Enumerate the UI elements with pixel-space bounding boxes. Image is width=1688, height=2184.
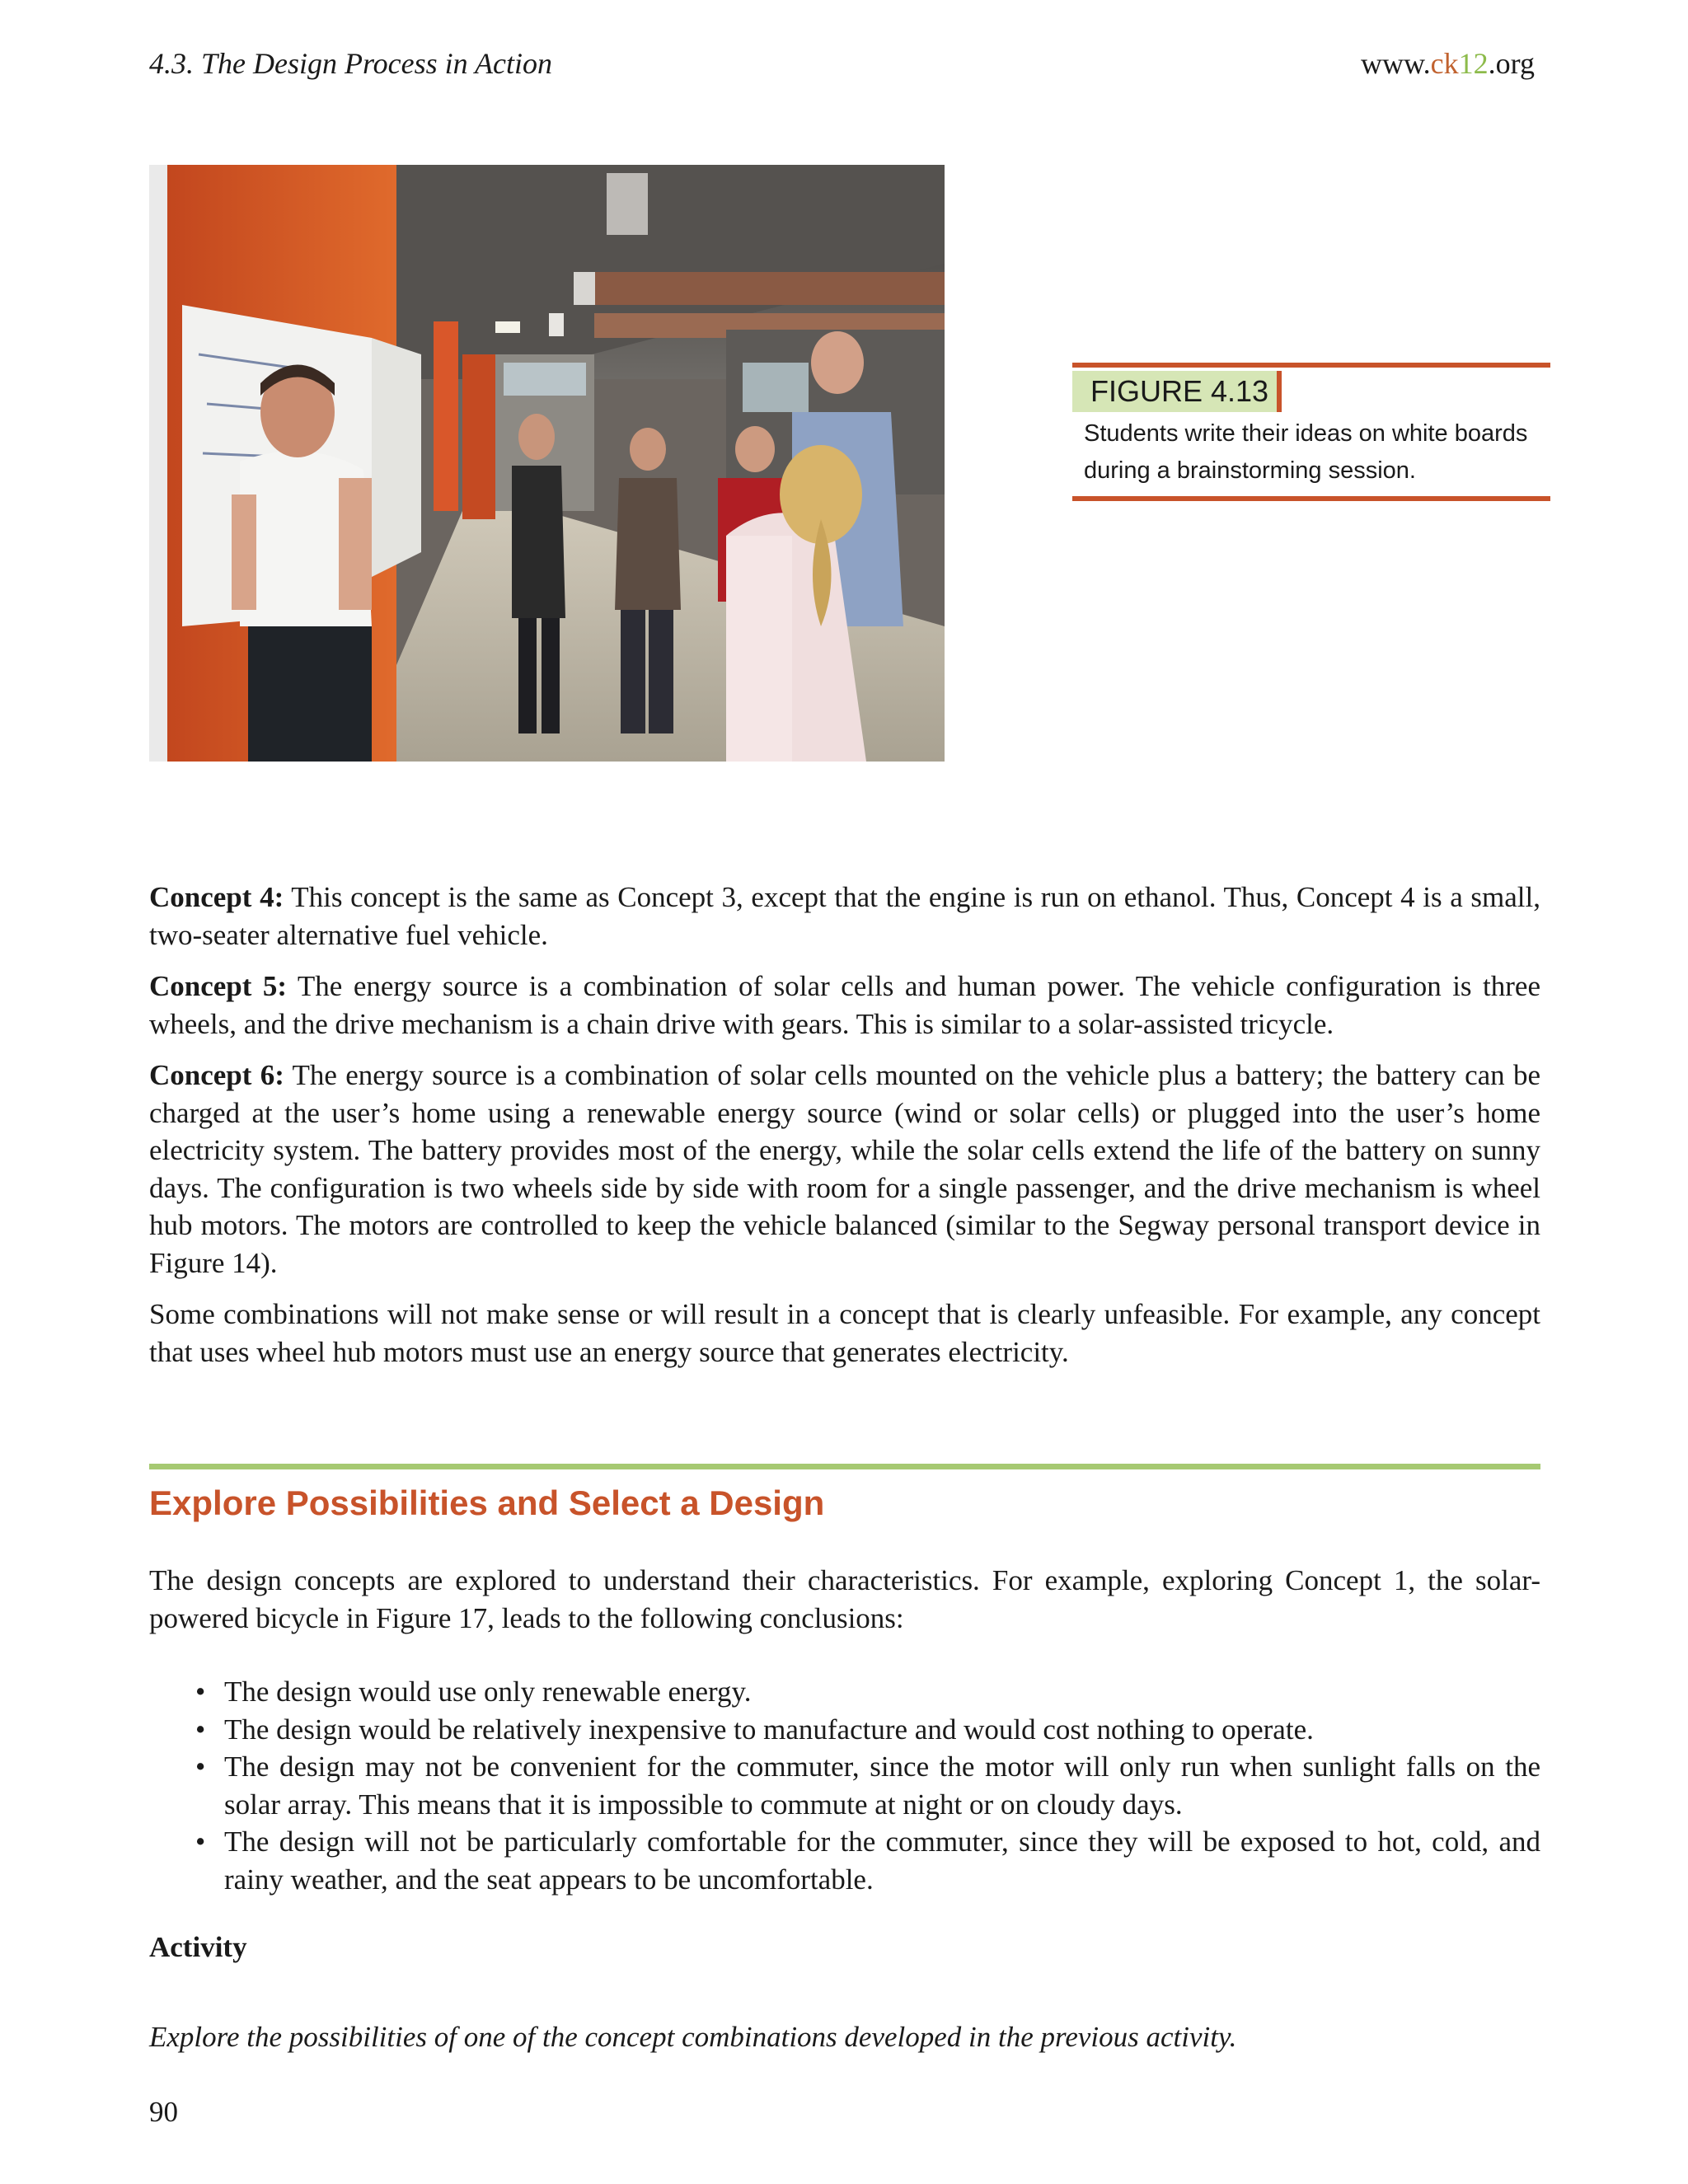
concept-6-label: Concept 6: [149, 1059, 284, 1091]
figure-photo [149, 165, 945, 762]
concept-4-label: Concept 4: [149, 881, 284, 913]
running-header: 4.3. The Design Process in Action [149, 47, 552, 80]
concept-5-text: The energy source is a combination of solar cells and human power. The vehicle configuration is three wheels, and the drive mechanism is a chain drive with gears. This is similar to a solar-assisted tricycle. [149, 970, 1540, 1040]
figure-caption [1072, 363, 1550, 501]
combinations-paragraph: Some combinations will not make sense or will result in a concept that is clearly unfeasible. For example, any concept that uses wheel hub motors must use an energy source that generates electricity. [149, 1298, 1540, 1368]
bullet-icon: • [195, 1675, 206, 1708]
list-item-text: The design may not be convenient for the commuter, since the motor will only run when sunlight falls on the solar array. This means that it is impossible to commute at night or on cloudy days. [224, 1750, 1540, 1821]
site-url-suffix: .org [1488, 47, 1535, 80]
section-divider [149, 1464, 1540, 1469]
site-url-number: 12 [1458, 47, 1489, 80]
concept-4-text: This concept is the same as Concept 3, except that the engine is run on ethanol. Thus, Concept 4 is a small, two-seater alternative fuel vehicle. [149, 881, 1541, 951]
section-intro-block [149, 1562, 1540, 1651]
concept-5-paragraph [149, 968, 1540, 1043]
site-url[interactable] [1361, 46, 1535, 81]
concept-5-label: Concept 5: [149, 970, 288, 1002]
section-intro: The design concepts are explored to understand their characteristics. For example, exploring Concept 1, the solar-powered bicycle in Figure 17, leads to the following conclusions: [149, 1564, 1540, 1634]
list-item [149, 1673, 1540, 1711]
concept-4-paragraph [149, 879, 1540, 954]
concept-6-text: The energy source is a combination of solar cells mounted on the vehicle plus a battery; the battery can be charged at the user’s home using a renewable energy source (wind or solar cells) or plugged into the user’s home electricity system. The battery provides most of the energy, while the solar cells extend the life of the battery on sunny days. The configuration is two wheels side by side with room for a single passenger, and the drive mechanism is wheel hub motors. The motors are controlled to keep the vehicle balanced (similar to the Segway personal transport device in Figure 14). [149, 1059, 1540, 1279]
section-title: Explore Possibilities and Select a Design [149, 1483, 825, 1522]
figure-label: FIGURE 4.13 [1072, 371, 1282, 412]
figure-caption-line-2: during a brainstorming session. [1084, 457, 1416, 484]
page-number: 90 [149, 2096, 178, 2128]
list-item [149, 1748, 1540, 1823]
list-item-text: The design would use only renewable energy. [224, 1675, 752, 1708]
brainstorming-photo-illustration [149, 165, 945, 762]
list-item-text: The design would be relatively inexpensive to manufacture and would cost nothing to operate. [224, 1713, 1314, 1746]
activity-text: Explore the possibilities of one of the concept combinations developed in the previous activity. [149, 2021, 1237, 2053]
activity-heading: Activity [149, 1931, 247, 1963]
list-item [149, 1823, 1540, 1898]
list-item [149, 1711, 1540, 1749]
bullet-icon: • [195, 1750, 206, 1783]
figure-caption-text [1072, 412, 1550, 496]
conclusions-list [149, 1673, 1540, 1898]
bullet-icon: • [195, 1825, 206, 1858]
concept-6-paragraph [149, 1057, 1540, 1282]
site-url-ck: ck [1430, 47, 1459, 80]
site-url-prefix: www. [1361, 47, 1431, 80]
concepts-block [149, 879, 1540, 1385]
caption-top-rule [1072, 363, 1550, 368]
figure-caption-line-1: Students write their ideas on white boards [1084, 420, 1528, 447]
caption-bottom-rule [1072, 496, 1550, 501]
list-item-text: The design will not be particularly comfortable for the commuter, since they will be exposed to hot, cold, and rainy weather, and the seat appears to be uncomfortable. [224, 1825, 1540, 1896]
bullet-icon: • [195, 1713, 206, 1746]
